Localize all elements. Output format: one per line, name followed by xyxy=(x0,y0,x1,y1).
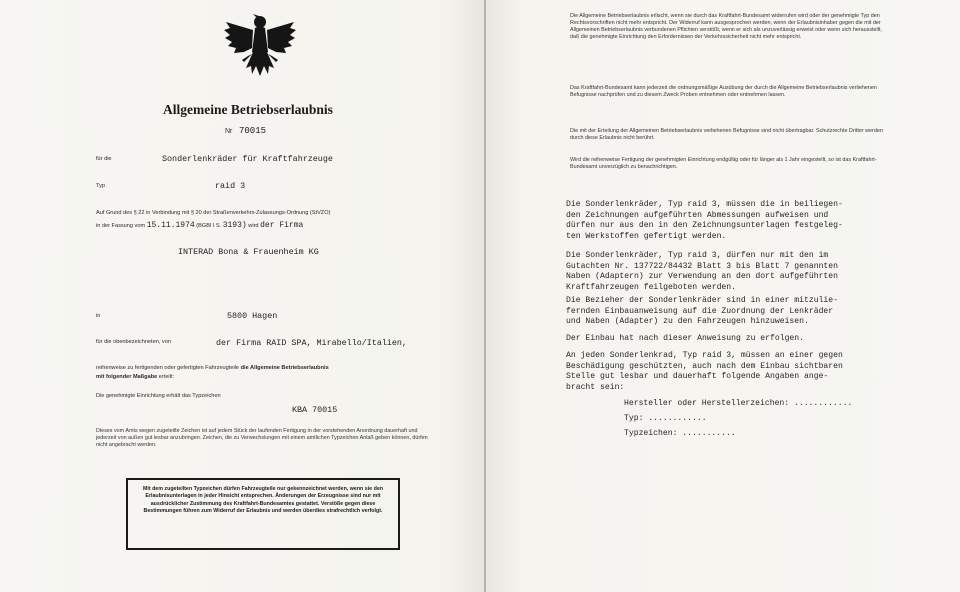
field-hersteller: Hersteller oder Herstellerzeichen: ............ xyxy=(624,399,853,408)
typed-condition-4: Der Einbau hat nach dieser Anweisung zu erfolgen. xyxy=(566,334,804,343)
law-bgbl: (BGBl I S. xyxy=(196,223,222,229)
warning-box: Mit dem zugeteilten Typzeichen dürfen Fahrzeugteile nur gekennzeichnet werden, wenn sie den Erlaubnisunterlagen in jeder Hinsicht entsprechen. Änderungen der Erzeugnisse sind nur mit ausdrücklicher Zustimmung des Kraftfahrt-Bundesamtes gestattet. Verstöße gegen diese Bestimmungen führen zum Widerruf der Erlaubnis und werden überdies strafrechtlich verfolgt. xyxy=(126,478,400,550)
typzeichen-value: KBA 70015 xyxy=(292,405,338,415)
field-typ: Typ: ............ xyxy=(624,414,707,423)
obenbez-label: für die obenbezeichneten, von xyxy=(96,339,171,345)
federal-eagle-emblem xyxy=(222,8,298,84)
manufacturer: der Firma RAID SPA, Mirabello/Italien, xyxy=(216,338,407,348)
reihenweise-text: reihenweise zu fertigenden oder gefertigten Fahrzeugteile xyxy=(96,365,240,371)
typ-label: Typ xyxy=(96,183,106,189)
typzeichen-line: Die genehmigte Einrichtung erhält das Typzeichen xyxy=(96,393,221,399)
city: 5800 Hagen xyxy=(227,311,278,321)
law-line-1: Auf Grund des § 22 in Verbindung mit § 20 der Straßenverkehrs-Zulassungs-Ordnung (StVZO) xyxy=(96,210,331,216)
right-page xyxy=(486,0,960,592)
typed-condition-5: An jeden Sonderlenkrad, Typ raid 3, müssen an einer gegen Beschädigung geschützten, auch nach dem Einbau sichtbaren Stelle gut lesbar und dauerhaft folgende Angaben ange- bracht sein: xyxy=(566,351,843,392)
fuer-label: für die xyxy=(96,156,112,162)
dieses-paragraph: Dieses vom Amts wegen zugeteilte Zeichen ist auf jedem Stück der laufenden Fertigung in der vorstehenden Anordnung dauerhaft und jederzeit von außen gut lesbar anzubringen. Zeichen, die zu Verwechslungen mit einem amtlichen Typzeichen Anlaß geben können, dürfen nicht angebracht werden. xyxy=(96,428,428,449)
reihenweise-line-1 xyxy=(96,366,329,372)
typ-value: raid 3 xyxy=(215,181,246,191)
law-date: 15.11.1974 xyxy=(146,221,195,230)
typed-condition-1: Die Sonderlenkräder, Typ raid 3, müssen die in beiliegen- den Zeichnungen aufgeführten Abmessungen aufweisen und dürfen nur aus den in den Zeichnungsunterlagen festgeleg- ten Werkstoffen gefertigt werden. xyxy=(566,200,843,241)
company-name: INTERAD Bona & Frauenheim KG xyxy=(178,247,319,257)
fertigung-paragraph: Wird die reihenweise Fertigung der genehmigten Einrichtung endgültig oder für länger als 1 Jahr eingestellt, so ist das Kraftfahrt-Bundesamt unverzüglich zu benachrichtigen. xyxy=(570,157,877,171)
law-wird: wird xyxy=(248,223,259,229)
document-title: Allgemeine Betriebserlaubnis xyxy=(163,102,333,117)
fuer-value: Sonderlenkräder für Kraftfahrzeuge xyxy=(162,154,333,164)
number-prefix: Nr xyxy=(225,128,233,135)
nachpruefung-paragraph: Das Kraftfahrt-Bundesamt kann jederzeit die ordnungsmäßige Ausübung der durch die Allgemeine Betriebserlaubnis verliehenen Befugnisse nachprüfen und zu diesem Zweck Proben entnehmen oder entnehmen lassen. xyxy=(570,85,877,99)
in-label: in xyxy=(96,313,101,319)
law-line-2 xyxy=(96,222,303,230)
reihenweise-abe: die Allgemeine Betriebserlaubnis xyxy=(240,365,329,371)
uebertragbar-paragraph: Die mit der Erteilung der Allgemeinen Betriebserlaubnis verliehenen Befugnisse sind nicht übertragbar. Schutzrechte Dritter werden durch diese Erlaubnis nicht berührt. xyxy=(570,128,883,142)
permit-number: 70015 xyxy=(239,126,267,136)
reihenweise-line-2 xyxy=(96,375,174,381)
reihenweise-massgabe: mit folgender Maßgabe xyxy=(96,374,158,380)
typed-condition-3: Die Bezieher der Sonderlenkräder sind in einer mitzulie- fernden Einbauanweisung auf die Zuordnung der Lenkräder und Naben (Adapter) zu den Fahrzeugen hinzuweisen. xyxy=(566,296,838,327)
field-typzeichen: Typzeichen: ........... xyxy=(624,429,736,438)
law-fassung-label: in der Fassung vom xyxy=(96,223,146,229)
reihenweise-erteilt: erteilt: xyxy=(158,374,175,380)
widerruf-paragraph: Die Allgemeine Betriebserlaubnis erlischt, wenn sie durch das Kraftfahrt-Bundesamt widerrufen wird oder der genehmigte Typ den Rechtsvorschriften nicht mehr entspricht. Der Widerruf kann ausgesprochen werden, wenn der Erlaubnisinhaber gegen die mit der Allgemeinen Betriebserlaubnis verbundenen Pflichten verstößt, wenn er sich als unzuverlässig erweist oder wenn sich herausstellt, daß die genehmigte Einrichtung den Erfordernissen der Verkehrssicherheit nicht mehr entspricht. xyxy=(570,13,882,41)
law-page: 3193) xyxy=(222,221,247,230)
law-firma: der Firma xyxy=(260,221,304,230)
typed-condition-2: Die Sonderlenkräder, Typ raid 3, dürfen nur mit den im Gutachten Nr. 137722/84432 Blatt 3 bis Blatt 7 genannten Naben (Adaptern) zur Verwendung an den dort aufgeführten Kraftfahrzeugen feilgeboten werden. xyxy=(566,251,838,292)
